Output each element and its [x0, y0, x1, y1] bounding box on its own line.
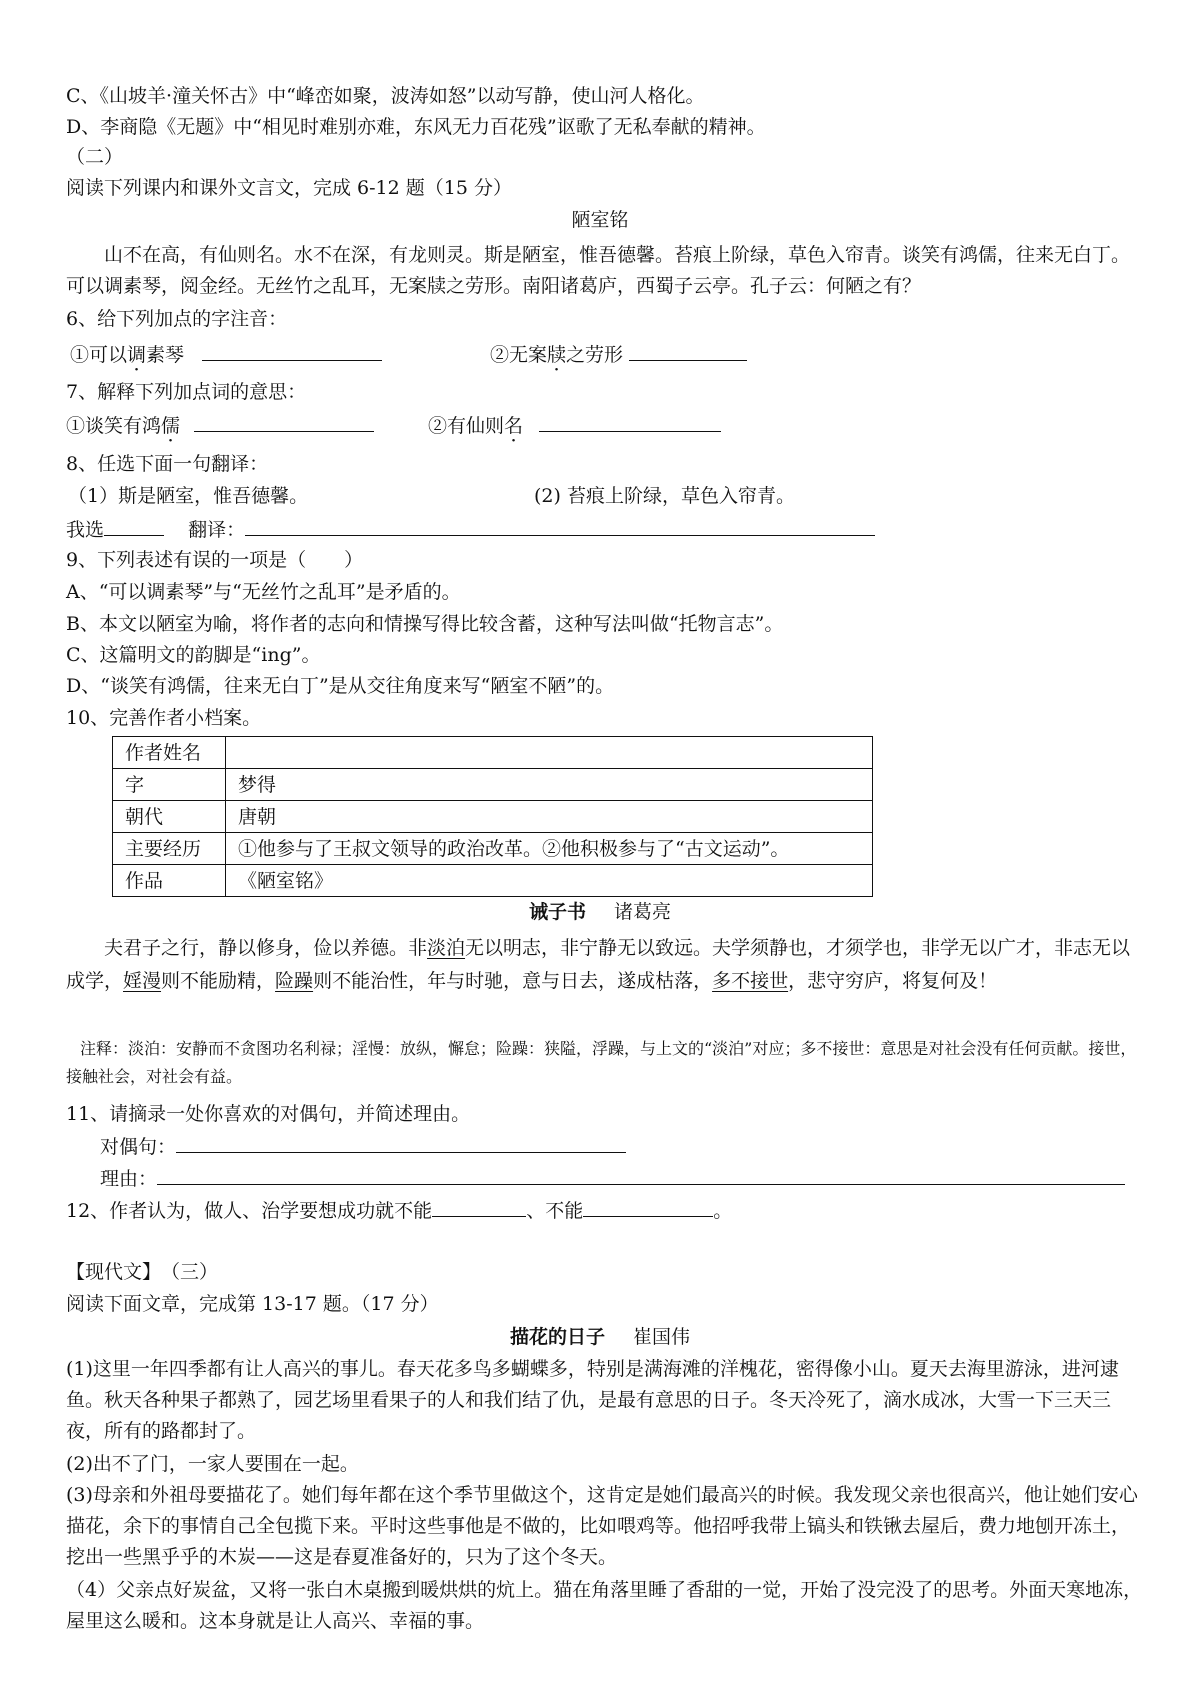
passage3-paragraph-3: (3)母亲和外祖母要描花了。她们每年都在这个季节里做这个，这肯定是她们最高兴的时候。我发现父亲也很高兴，他让她们安心描花，余下的事情自己全包揽下来。平时这些事他是不做的，比如喂鸡等。他招呼我带上镐头和铁锹去屋后，费力地刨开冻土，挖出一些黑乎乎的木炭——这是春夏准备好的，只为了这个冬天。	[66, 1484, 1138, 1568]
q12-blank-2[interactable]	[583, 1196, 713, 1217]
author-profile-table	[112, 736, 873, 897]
table-value: 《陋室铭》	[226, 865, 873, 897]
q6-answer-blank-b[interactable]	[629, 340, 747, 361]
q9-option-b: B、本文以陋室为喻，将作者的志向和情操写得比较含蓄，这种写法叫做“托物言志”。	[66, 613, 784, 635]
table-row	[113, 833, 873, 865]
q6-item-a: ①可以调素琴	[70, 340, 382, 369]
option-d: D、李商隐《无题》中“相见时难别亦难，东风无力百花残”讴歌了无私奉献的精神。	[66, 116, 766, 138]
table-value: ①他参与了王叔文领导的政治改革。②他积极参与了“古文运动”。	[226, 833, 873, 865]
q6-stem: 6、给下列加点的字注音：	[66, 308, 288, 330]
passage3-author: 崔国伟	[633, 1326, 691, 1348]
table-row	[113, 801, 873, 833]
table-key: 作者姓名	[113, 737, 226, 769]
section-two-label: （二）	[66, 146, 124, 168]
emphasis-dot-char: 调	[127, 344, 147, 366]
q7-stem: 7、解释下列加点词的意思：	[66, 381, 307, 403]
q9-option-c: C、这篇明文的韵脚是“ing”。	[66, 644, 321, 666]
underlined-term: 险躁	[275, 970, 314, 992]
table-row	[113, 769, 873, 801]
option-c: C、《山坡羊·潼关怀古》中“峰峦如聚，波涛如怒”以动写静，使山河人格化。	[66, 85, 705, 107]
q6-item-b: ②无案牍之劳形	[490, 340, 747, 369]
underlined-term: 多不接世	[712, 970, 789, 992]
passage1-title: 陋室铭	[571, 209, 629, 231]
table-value: 梦得	[226, 769, 873, 801]
passage3-paragraph-1: (1)这里一年四季都有让人高兴的事儿。春天花多鸟多蝴蝶多，特别是满海滩的洋槐花，密得像小山。夏天去海里游泳，进河逮鱼。秋天各种果子都熟了，园艺场里看果子的人和我们结了仇，是最有意思的日子。冬天冷死了，滴水成冰，大雪一下三天三夜，所有的路都封了。	[66, 1358, 1119, 1442]
table-key: 字	[113, 769, 226, 801]
emphasis-dot-char: 牍	[547, 344, 567, 366]
q9-option-d: D、“谈笑有鸿儒，往来无白丁”是从交往角度来写“陋室不陋”的。	[66, 675, 615, 697]
q8-option-1: （1）斯是陋室，惟吾德馨。	[68, 485, 309, 507]
q11-stem: 11、请摘录一处你喜欢的对偶句，并简述理由。	[66, 1103, 471, 1125]
q11-reason-line: 理由：	[100, 1164, 1125, 1193]
passage3-paragraph-4: （4）父亲点好炭盆，又将一张白木桌搬到暖烘烘的炕上。猫在角落里睡了香甜的一觉，开始了没完没了的思考。外面天寒地冻，屋里这么暖和。这本身就是让人高兴、幸福的事。	[66, 1579, 1143, 1632]
q7-answer-blank-b[interactable]	[539, 411, 721, 432]
table-key: 主要经历	[113, 833, 226, 865]
q9-option-a: A、“可以调素琴”与“无丝竹之乱耳”是矛盾的。	[66, 581, 461, 603]
table-row	[113, 737, 873, 769]
table-row	[113, 865, 873, 897]
q7-item-b: ②有仙则名	[428, 411, 721, 440]
passage2-heading	[0, 898, 1200, 926]
passage1-text: 山不在高，有仙则名。水不在深，有龙则灵。斯是陋室，惟吾德馨。苔痕上阶绿，草色入帘青。谈笑有鸿儒，往来无白丁。可以调素琴，阅金经。无丝竹之乱耳，无案牍之劳形。南阳诸葛庐，西蜀子云亭。孔子云：何陋之有？	[66, 244, 1131, 297]
q6-answer-blank-a[interactable]	[202, 340, 382, 361]
table-key: 朝代	[113, 801, 226, 833]
section-three-intro: 阅读下面文章，完成第 13-17 题。（17 分）	[66, 1293, 439, 1315]
q11-couplet-blank[interactable]	[176, 1132, 626, 1153]
passage2-title: 诫子书	[528, 901, 586, 923]
emphasis-dot-char: 名	[504, 415, 524, 437]
table-key: 作品	[113, 865, 226, 897]
q11-couplet-line: 对偶句：	[100, 1132, 626, 1161]
table-value: 唐朝	[226, 801, 873, 833]
underlined-term: 淡泊	[427, 937, 466, 959]
q9-stem: 9、下列表述有误的一项是（ ）	[66, 549, 364, 571]
q7-answer-blank-a[interactable]	[194, 411, 374, 432]
author-name-cell[interactable]	[226, 737, 873, 769]
passage2-author: 诸葛亮	[614, 901, 672, 923]
emphasis-dot-char: 儒	[161, 415, 181, 437]
passage3-heading	[0, 1323, 1200, 1351]
q8-stem: 8、任选下面一句翻译：	[66, 453, 269, 475]
q8-translation-blank[interactable]	[245, 515, 875, 536]
q12-line: 12、作者认为，做人、治学要想成功就不能 、不能 。	[66, 1196, 732, 1225]
passage3-paragraph-2: (2)出不了门，一家人要围在一起。	[66, 1453, 359, 1475]
q12-blank-1[interactable]	[432, 1196, 526, 1217]
q8-choice-blank[interactable]	[104, 515, 164, 536]
passage3-title: 描花的日子	[509, 1326, 605, 1348]
q8-answer-line: 我选 翻译：	[66, 515, 875, 544]
passage2-text: 夫君子之行，静以修身，俭以养德。非淡泊无以明志，非宁静无以致远。夫学须静也，才须学也，非学无以广才，非志无以成学，婬漫则不能励精，险躁则不能治性，年与时驰，意与日去，遂成枯落，多不接世，悲守穷庐，将复何及！	[66, 937, 1131, 992]
passage2-notes: 注释：淡泊：安静而不贪图功名利禄；淫慢：放纵，懈怠；险躁：狭隘，浮躁，与上文的“淡泊”对应；多不接世：意思是对社会没有任何贡献。接世，接触社会，对社会有益。	[66, 1039, 1137, 1086]
section-two-intro: 阅读下列课内和课外文言文，完成 6-12 题（15 分）	[66, 177, 512, 199]
q11-reason-blank[interactable]	[157, 1164, 1125, 1185]
underlined-term: 婬漫	[123, 970, 162, 992]
q7-item-a: ①谈笑有鸿儒	[66, 411, 374, 440]
q10-stem: 10、完善作者小档案。	[66, 707, 262, 729]
q8-option-2: (2) 苔痕上阶绿，草色入帘青。	[534, 485, 795, 507]
section-three-header: 【现代文】 （三）	[66, 1261, 219, 1283]
